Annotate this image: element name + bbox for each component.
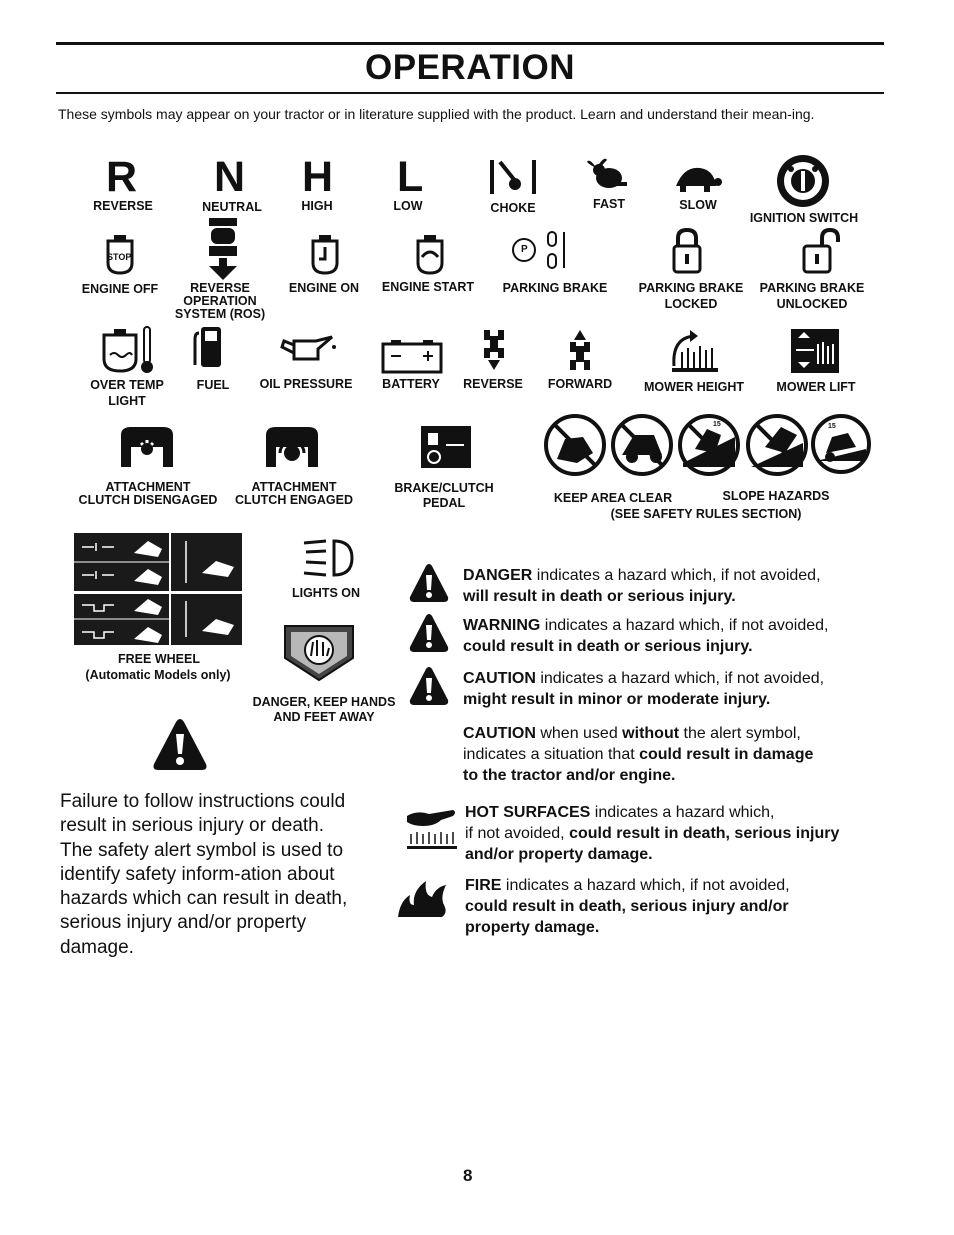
reverse-letter-icon: R — [106, 153, 138, 201]
top-rule — [56, 42, 884, 45]
p-letter: P — [521, 244, 528, 255]
battery-icon — [381, 338, 443, 374]
caution-alert-icon — [409, 666, 449, 706]
safety-alert-icon — [152, 718, 208, 772]
caution2-b2: to the tractor and/or engine. — [463, 767, 676, 784]
caution-note — [463, 668, 824, 710]
label-oil-pressure: OIL PRESSURE — [259, 377, 353, 391]
caution2-without: without — [622, 725, 680, 742]
label-battery: BATTERY — [382, 377, 440, 391]
caution2-t3: indicates a situation that — [463, 746, 640, 763]
warning-text: indicates a hazard which, if not avoided, — [540, 617, 829, 634]
hot-t1: indicates a hazard which, — [590, 804, 775, 821]
label-pb-locked-1: PARKING BRAKE — [638, 281, 744, 295]
label-reverse: REVERSE — [93, 199, 153, 213]
fire-note — [465, 875, 790, 938]
label-neutral: NEUTRAL — [202, 200, 262, 214]
low-letter-icon: L — [397, 153, 424, 201]
label-pb-unlocked-2: UNLOCKED — [776, 297, 848, 311]
danger-text: indicates a hazard which, if not avoided, — [532, 567, 821, 584]
warning-note — [463, 615, 829, 657]
caution-bold: might result in minor or moderate injury. — [463, 691, 771, 708]
caution2-b1: could result in damage — [639, 746, 814, 763]
label-fuel: FUEL — [196, 378, 230, 392]
label-danger-hands-1: DANGER, KEEP HANDS — [252, 695, 396, 709]
ros-icon — [205, 218, 241, 282]
label-ros-1: REVERSE — [190, 281, 250, 295]
reverse-tractor-icon — [482, 328, 506, 372]
danger-alert-icon — [409, 563, 449, 603]
caution2-word: CAUTION — [463, 725, 536, 742]
label-keep-area-clear: KEEP AREA CLEAR — [553, 491, 673, 505]
page-number: 8 — [463, 1166, 473, 1185]
danger-keep-hands-away-icon — [283, 624, 355, 682]
label-low: LOW — [393, 199, 423, 213]
fire-icon — [396, 877, 450, 919]
rabbit-fast-icon — [585, 156, 631, 192]
label-pb-unlocked-1: PARKING BRAKE — [759, 281, 865, 295]
caution-text: indicates a hazard which, if not avoided, — [535, 670, 825, 687]
attachment-clutch-disengaged-icon — [119, 425, 175, 469]
lock-open-icon — [800, 228, 840, 274]
label-mower-height: MOWER HEIGHT — [644, 380, 744, 394]
oil-can-icon — [280, 333, 336, 365]
fire-word: FIRE — [465, 877, 502, 894]
label-att-dis-2: CLUTCH DISENGAGED — [78, 493, 218, 507]
label-ros-2: OPERATION — [183, 294, 257, 308]
label-lights-on: LIGHTS ON — [291, 586, 361, 600]
page-title: OPERATION — [365, 48, 575, 87]
fuel-pump-icon — [193, 325, 229, 369]
hot-surface-icon — [405, 806, 457, 852]
label-att-eng-2: CLUTCH ENGAGED — [234, 493, 354, 507]
caution-no-symbol-note — [463, 723, 813, 786]
label-forward: FORWARD — [547, 377, 613, 391]
label-brake-2: PEDAL — [422, 496, 466, 510]
hot-word: HOT SURFACES — [465, 804, 591, 821]
hot-surfaces-note — [465, 802, 839, 865]
lights-on-icon — [300, 537, 354, 579]
label-pb-locked-2: LOCKED — [664, 297, 718, 311]
label-see-safety-rules: (SEE SAFETY RULES SECTION) — [610, 507, 802, 521]
engine-start-icon — [410, 233, 450, 275]
warning-bold: could result in death or serious injury. — [463, 638, 753, 655]
engine-on-icon — [305, 233, 345, 275]
danger-bold: will result in death or serious injury. — [463, 588, 736, 605]
label-over-temp-2: LIGHT — [108, 394, 146, 408]
caution2-t2: the alert symbol, — [679, 725, 801, 742]
high-letter-icon: H — [302, 153, 334, 201]
danger-word: DANGER — [463, 567, 533, 584]
label-slope-hazards: SLOPE HAZARDS — [722, 489, 830, 503]
label-fast: FAST — [593, 197, 625, 211]
stop-text: STOP — [107, 252, 132, 262]
label-engine-on: ENGINE ON — [288, 281, 360, 295]
label-ignition-switch: IGNITION SWITCH — [749, 211, 859, 225]
warning-alert-icon — [409, 613, 449, 653]
slope-hazard-icon-1 — [677, 413, 741, 477]
free-wheel-diagram — [74, 533, 242, 645]
brake-clutch-pedal-icon — [420, 425, 472, 469]
attachment-clutch-engaged-icon — [264, 425, 320, 471]
label-high: HIGH — [301, 199, 333, 213]
label-mower-lift: MOWER LIFT — [776, 380, 856, 394]
intro-text: These symbols may appear on your tractor or in literature supplied with the product. Learn and understand their mean-ing. — [58, 106, 815, 122]
fire-b2: property damage. — [465, 919, 600, 936]
keep-area-clear-icon-2 — [610, 413, 674, 477]
over-temp-icon — [100, 325, 156, 375]
label-engine-start: ENGINE START — [381, 280, 475, 294]
hot-t2: if not avoided, — [465, 825, 570, 842]
label-over-temp-1: OVER TEMP — [90, 378, 164, 392]
label-slow: SLOW — [679, 198, 717, 212]
caution-word: CAUTION — [463, 670, 536, 687]
warning-word: WARNING — [463, 617, 541, 634]
title-underline — [56, 92, 884, 94]
label-parking-brake: PARKING BRAKE — [502, 281, 608, 295]
label-att-dis-1: ATTACHMENT — [105, 480, 191, 494]
label-att-eng-1: ATTACHMENT — [251, 480, 337, 494]
parking-brake-icon — [510, 228, 572, 272]
label-free-wheel-2: (Automatic Models only) — [85, 668, 231, 682]
neutral-letter-glyph: N — [214, 153, 246, 201]
label-engine-off: ENGINE OFF — [81, 282, 159, 296]
slope-hazard-icon-3 — [810, 413, 872, 475]
label-danger-hands-2: AND FEET AWAY — [273, 710, 375, 724]
turtle-slow-icon — [670, 164, 722, 194]
slope-hazard-15-label-2: 15 — [828, 423, 836, 430]
failure-warning-text: Failure to follow instructions could result in serious injury or death. The safety alert symbol is used to identify safety inform-ation about hazards which can result in death, serious injury and/or property damage. — [60, 791, 348, 958]
slope-hazard-15-label-1: 15 — [713, 421, 721, 428]
label-choke: CHOKE — [490, 201, 536, 215]
mower-lift-icon — [790, 328, 840, 374]
ignition-switch-icon — [775, 153, 831, 209]
label-ros-3: SYSTEM (ROS) — [174, 307, 266, 321]
lock-closed-icon — [670, 228, 704, 274]
fire-b1: could result in death, serious injury and/or — [465, 898, 789, 915]
slope-hazard-icon-2 — [745, 413, 809, 477]
forward-tractor-icon — [568, 328, 592, 372]
choke-icon — [488, 158, 540, 198]
caution2-t1: when used — [535, 725, 623, 742]
label-reverse-2: REVERSE — [463, 377, 523, 391]
hot-b1: could result in death, serious injury — [569, 825, 840, 842]
label-free-wheel-1: FREE WHEEL — [118, 652, 200, 666]
fire-t1: indicates a hazard which, if not avoided, — [501, 877, 790, 894]
hot-b2: and/or property damage. — [465, 846, 653, 863]
keep-area-clear-icon-1 — [543, 413, 607, 477]
danger-note — [463, 565, 821, 607]
mower-height-icon — [668, 328, 720, 374]
label-brake-1: BRAKE/CLUTCH — [394, 481, 494, 495]
